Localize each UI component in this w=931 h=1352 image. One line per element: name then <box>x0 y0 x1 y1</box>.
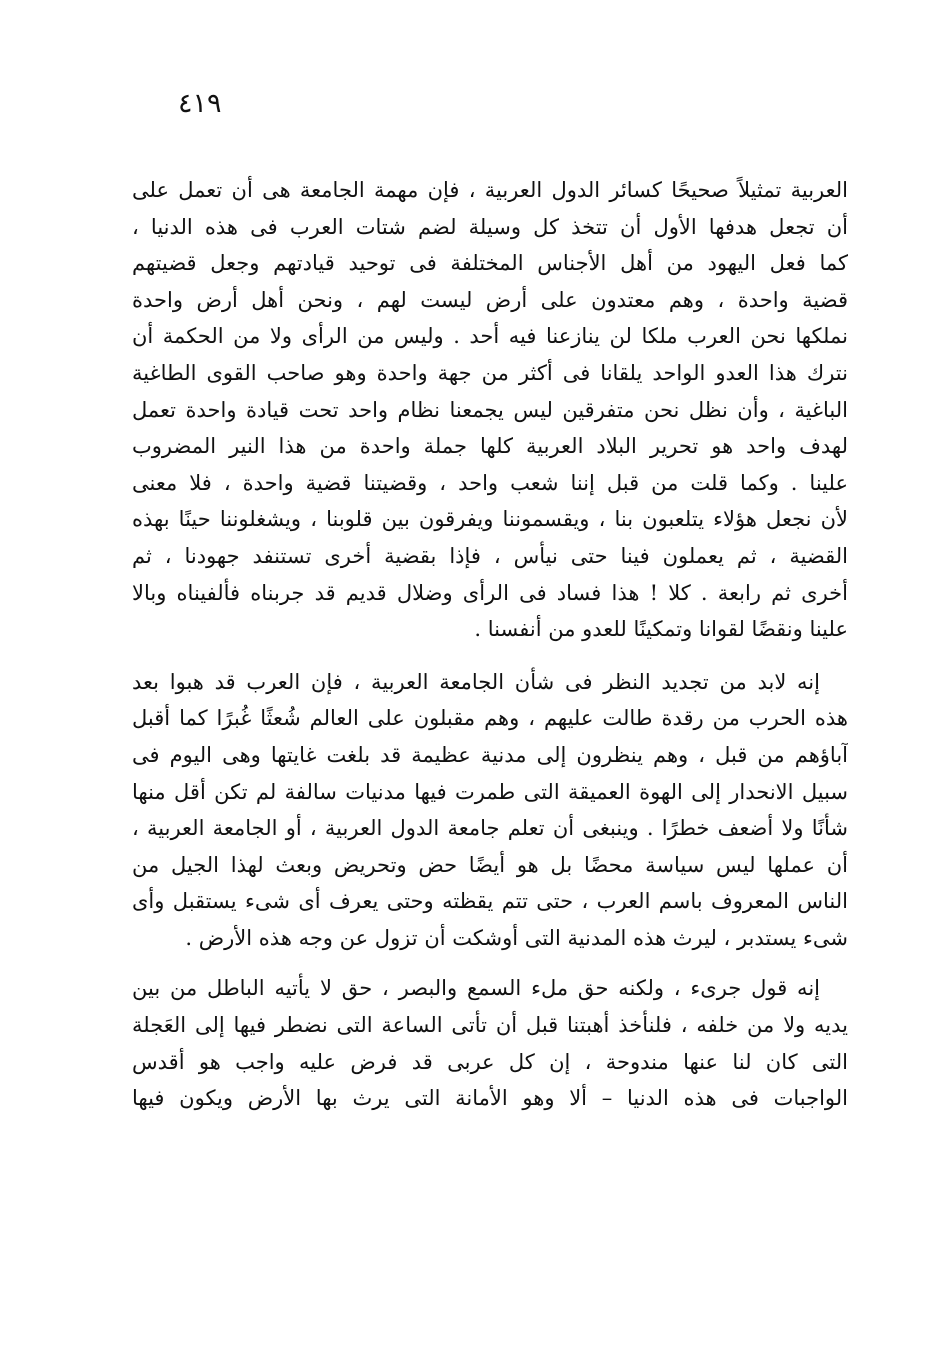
text-line: لهدف واحد هو تحرير البلاد العربية كلها جملة واحدة من هذا النير المضروب <box>132 434 848 459</box>
text-line: الواجبات فى هذه الدنيا – ألا وهو الأمانة التى يرث بها الأرض ويكون فيها <box>132 1086 848 1111</box>
text-line: كما فعل اليهود من أهل الأجناس المختلفة فى توحيد قيادتهم وجعل قضيتهم <box>132 251 848 276</box>
text-line: لأن نجعل هؤلاء يتلعبون بنا ، ويقسموننا ويفرقون بين قلوبنا ، ويشغلوننا حينًا بهذه <box>132 507 848 532</box>
text-line: شىء يستدبر ، ليرث هذه المدنية التى أوشكت أن تزول عن وجه هذه الأرض . <box>185 925 848 950</box>
text-line: الباغية ، وأن نظل نحن متفرقين ليس يجمعنا نظام واحد تحت قيادة واحدة تعمل <box>132 397 848 422</box>
text-line: نترك هذا العدو الواحد يلقانا فى أكثر من جهة واحدة وهو صاحب القوى الطاغية <box>132 360 848 385</box>
text-line: العربية تمثيلاً صحيحًا كسائر الدول العربية ، فإن مهمة الجامعة هى أن تعمل على <box>132 178 848 202</box>
paragraph-3 <box>132 970 848 1116</box>
text-line: نملكها نحن العرب ملكا لن ينازعنا فيه أحد . وليس من الرأى ولا من الحكمة أن <box>132 324 848 349</box>
text-line: أخرى ثم رابعة . كلا ! هذا فساد فى الرأى وضلال قديم قد جربناه فألفيناه وبالا <box>132 580 848 605</box>
body-text <box>132 172 848 1117</box>
text-line: سبيل الانحدار إلى الهوة العميقة التى طمرت فيها مدنيات سالفة لم تكن أقل منها <box>132 779 848 804</box>
text-line: علينا ونقضًا لقوانا وتمكينًا للعدو من أنفسنا . <box>474 617 848 642</box>
text-line: آباؤهم من قبل ، وهم ينظرون إلى مدنية عظيمة قد بلغت غايتها وهى اليوم فى <box>132 742 848 767</box>
text-line: إنه قول جرىء ، ولكنه حق ملء السمع والبصر ، حق لا يأتيه الباطل من بين <box>132 976 820 1001</box>
text-line: الناس المعروف باسم العرب ، حتى تتم يقظته وحتى يعرف أى شىء يستقبل وأى <box>132 889 848 914</box>
text-line: هذه الحرب من رقدة طالت عليهم ، وهم مقبلون على العالم شُعثًا غُبرًا كما أقبل <box>132 706 848 731</box>
text-line: قضية واحدة ، وهم معتدون على أرض ليست لهم ، ونحن أهل أرض واحدة <box>132 287 848 312</box>
text-line: شأنًا ولا أضعف خطرًا . وينبغى أن تعلم جامعة الدول العربية ، أو الجامعة العربية ، <box>132 816 848 841</box>
paragraph-1 <box>132 172 848 648</box>
text-line: إنه لابد من تجديد النظر فى شأن الجامعة العربية ، فإن العرب قد هبوا بعد <box>132 669 820 694</box>
page-number: ٤١٩ <box>178 88 222 119</box>
text-line: أن عملها ليس سياسة محضًا بل هو أيضًا حض وتحريض وبعث لهذا الجيل من <box>132 852 848 877</box>
text-line: أن تجعل هدفها الأول أن تتخذ كل وسيلة لضم شتات العرب فى هذه الدنيا ، <box>132 214 848 239</box>
text-line: علينا . وكما قلت من قبل إننا شعب واحد ، وقضيتنا قضية واحدة ، فلا معنى <box>132 470 848 495</box>
text-line: القضية ، ثم يعملون فينا حتى نيأس ، فإذا بقضية أخرى تستنفد جهودنا ، ثم <box>132 543 848 568</box>
text-line: يديه ولا من خلفه ، فلنأخذ أهبتنا قبل أن تأتى الساعة التى نضطر فيها إلى العَجلة <box>132 1013 848 1038</box>
paragraph-2 <box>132 664 848 957</box>
text-line: التى كان لنا عنها مندوحة ، إن كل عربى قد فرض عليه واجب هو أقدس <box>132 1049 848 1074</box>
